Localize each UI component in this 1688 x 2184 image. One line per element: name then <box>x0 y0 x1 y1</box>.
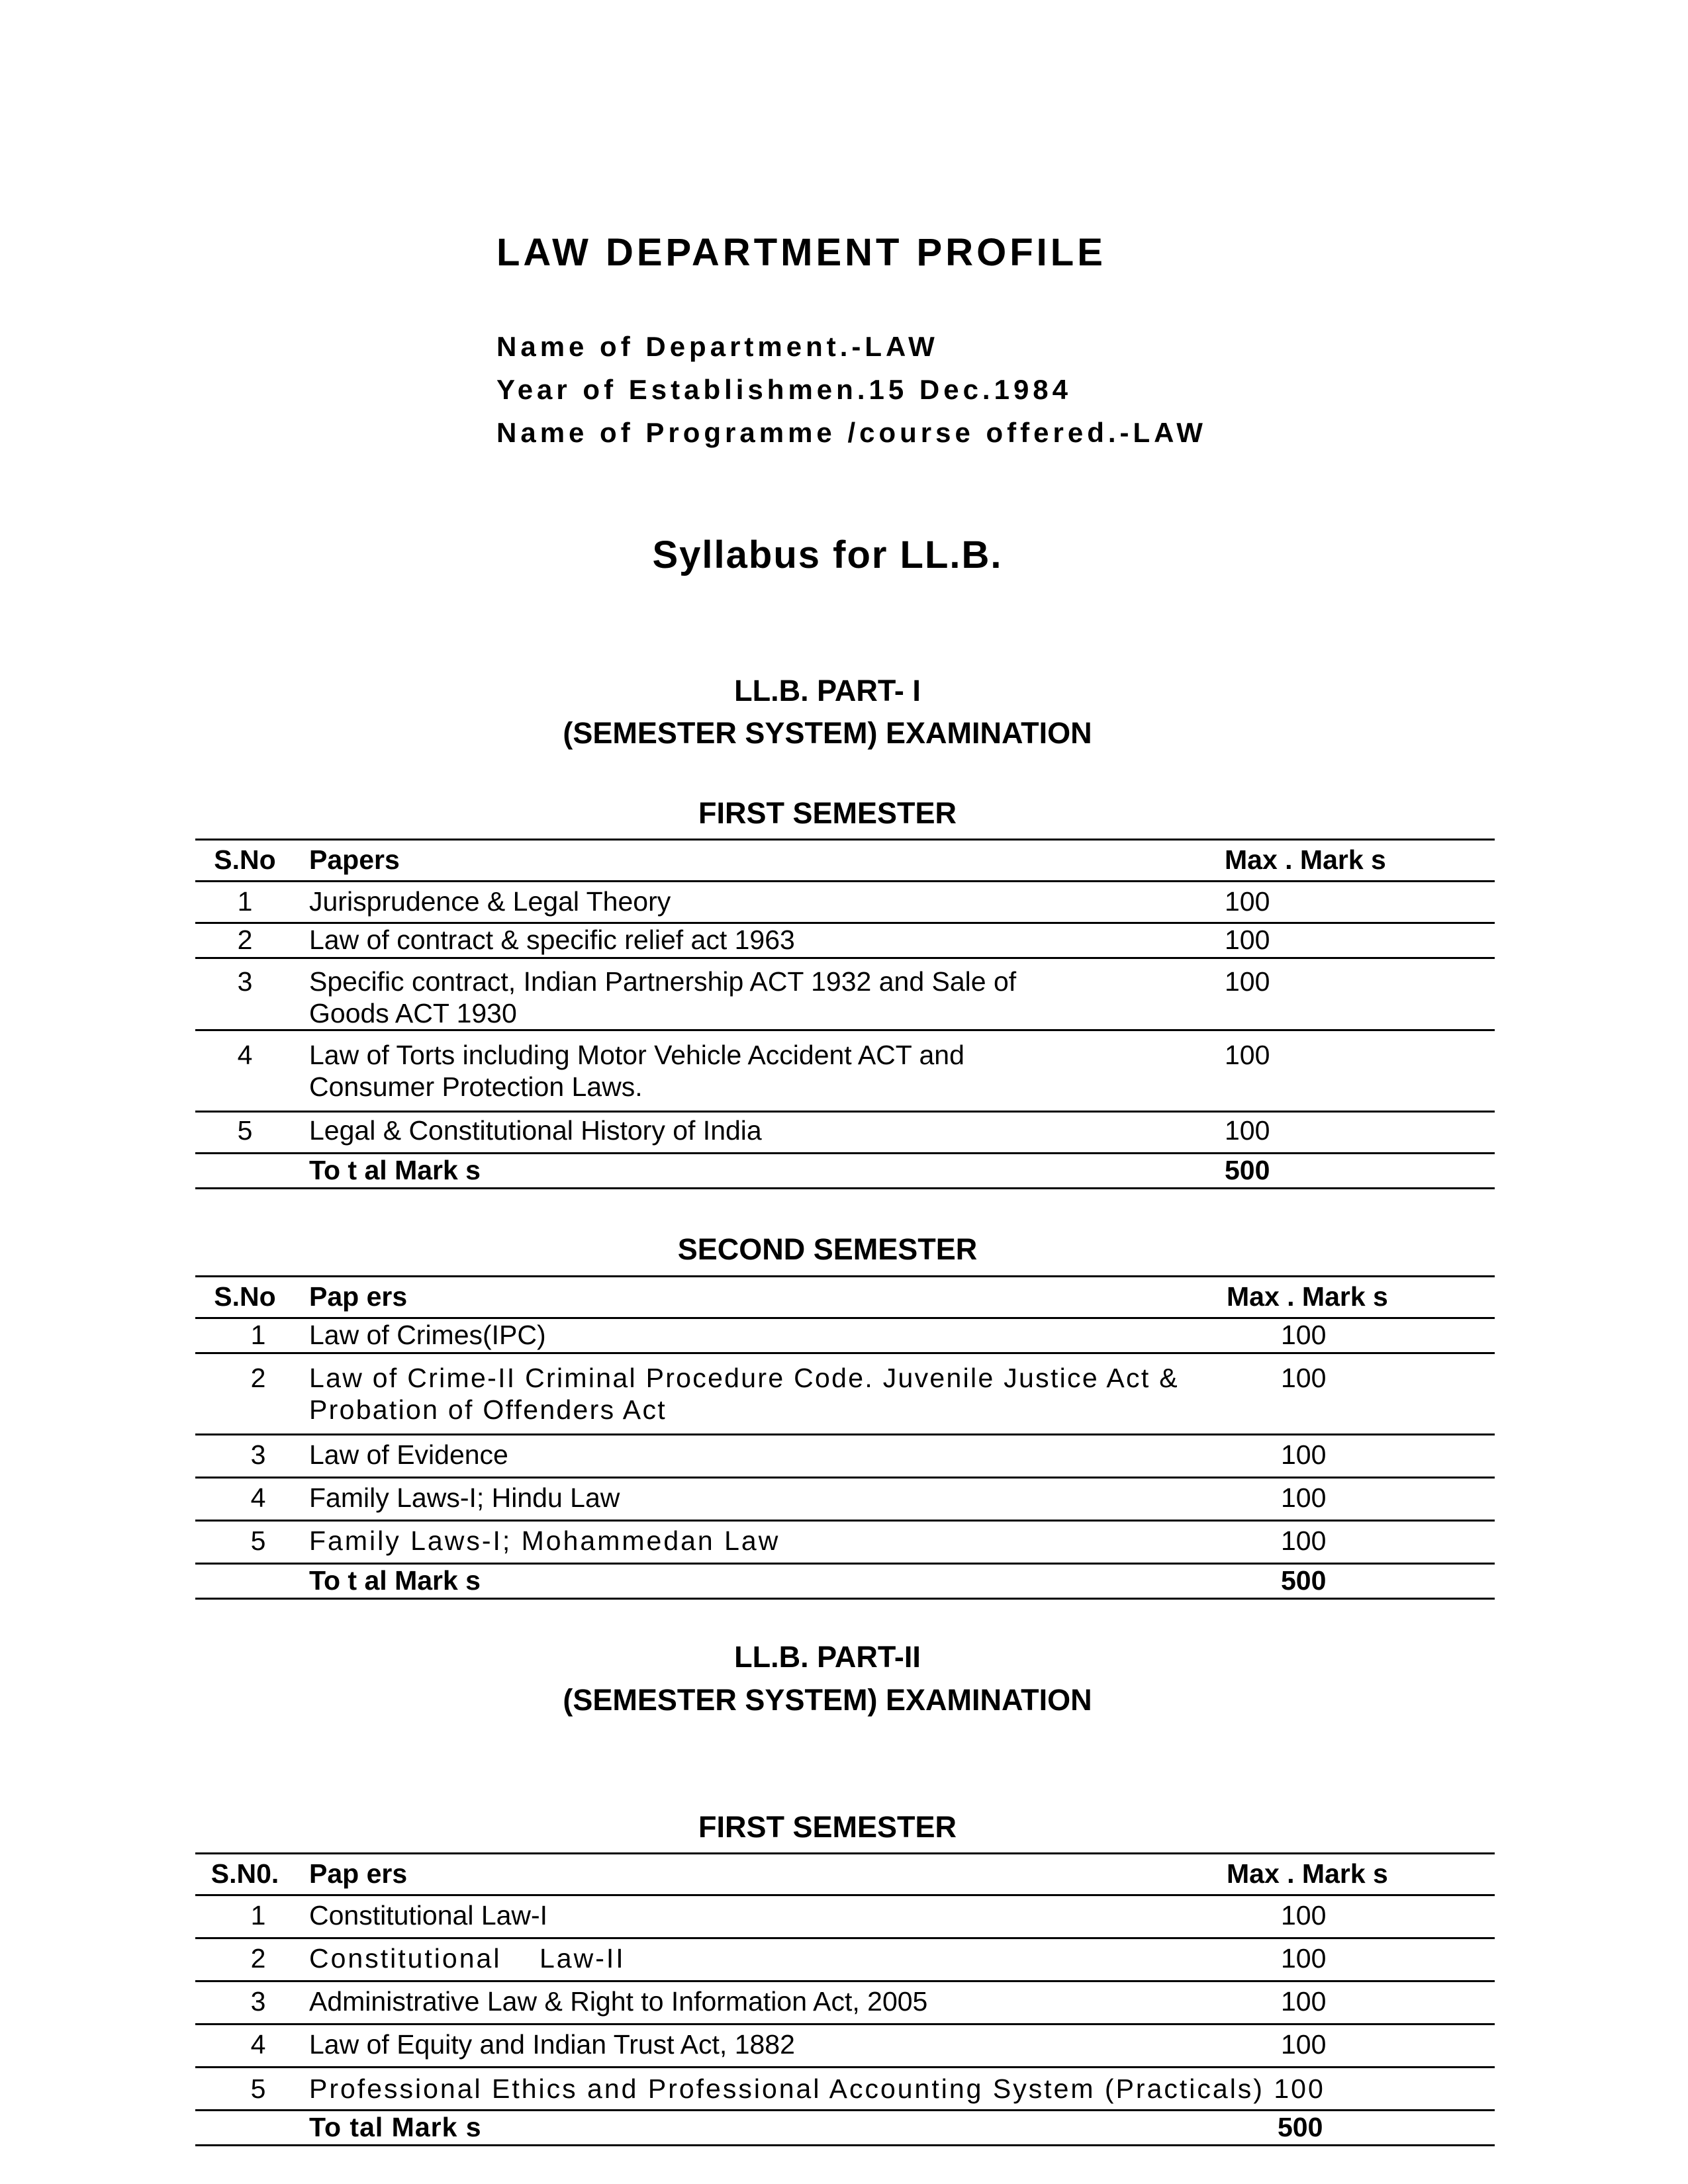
table-row <box>195 1029 1495 1111</box>
department-name: Name of Department.-LAW <box>496 331 939 362</box>
row-sno: 1 <box>250 1900 266 1931</box>
table-row <box>195 1520 1495 1563</box>
table-header <box>195 1275 1495 1317</box>
row-paper: Constitutional Law-II <box>309 1943 626 1974</box>
table-row <box>195 1937 1495 1980</box>
table-row <box>195 2023 1495 2066</box>
row-sno: 4 <box>250 1482 266 1513</box>
row-paper: Jurisprudence & Legal Theory <box>309 886 671 917</box>
total-value: 500 <box>1278 2112 1323 2142</box>
row-max: 100 <box>1225 1115 1270 1146</box>
row-paper: Specific contract, Indian Partnership ACT 1932 and Sale of Goods ACT 1930 <box>309 966 1017 1028</box>
row-max: 100 <box>1225 925 1270 955</box>
row-sno: 2 <box>250 1943 266 1974</box>
table-row <box>195 1433 1495 1477</box>
row-max: 100 <box>1281 1986 1327 2017</box>
row-max: 100 <box>1281 1363 1327 1393</box>
sem2-heading: SECOND SEMESTER <box>677 1232 978 1266</box>
row-paper: Law of Crimes(IPC) <box>309 1320 546 1350</box>
header-paper: Pap ers <box>309 1858 408 1889</box>
row-sno: 3 <box>237 966 253 997</box>
table-row <box>195 922 1495 957</box>
header-paper: Papers <box>309 844 400 875</box>
table-row <box>195 880 1495 922</box>
table-row <box>195 1980 1495 2023</box>
row-paper: Legal & Constitutional History of India <box>309 1115 762 1146</box>
row-paper: Law of Equity and Indian Trust Act, 1882 <box>309 2029 795 2060</box>
table-row <box>195 957 1495 1029</box>
row-sno: 5 <box>250 2073 266 2104</box>
row-paper: Law of Evidence <box>309 1439 508 1470</box>
row-sno: 4 <box>237 1040 253 1070</box>
table-header <box>195 839 1495 880</box>
row-paper: Family Laws-I; Hindu Law <box>309 1482 620 1513</box>
header-max-marks: Max . Mark s <box>1227 1858 1388 1889</box>
table-total-row <box>195 1152 1495 1189</box>
row-sno: 5 <box>250 1525 266 1556</box>
table-row <box>195 1477 1495 1520</box>
row-paper: Family Laws-I; Mohammedan Law <box>309 1525 780 1556</box>
total-value: 500 <box>1225 1155 1270 1185</box>
row-paper: Law of contract & specific relief act 1963 <box>309 925 795 955</box>
syllabus-title: Syllabus for LL.B. <box>652 533 1003 576</box>
sem3-table <box>195 1852 1495 2146</box>
row-max: 100 <box>1225 886 1270 917</box>
row-max: 100 <box>1281 1482 1327 1513</box>
row-sno: 1 <box>250 1320 266 1350</box>
row-max: 100 <box>1281 1439 1327 1470</box>
row-paper: Constitutional Law-I <box>309 1900 548 1931</box>
row-paper: Administrative Law & Right to Information Act, 2005 <box>309 1986 928 2017</box>
header-sno: S.No <box>214 844 276 875</box>
row-max: 100 <box>1281 1525 1327 1556</box>
header-sno: S.N0. <box>211 1858 279 1889</box>
row-max: 100 <box>1281 1320 1327 1350</box>
row-paper: Law of Torts including Motor Vehicle Accident ACT and Consumer Protection Laws. <box>309 1040 964 1102</box>
row-paper: Law of Crime-II Criminal Procedure Code. Juvenile Justice Act & Probation of Offenders Act <box>309 1363 1179 1425</box>
row-max: 100 <box>1225 966 1270 997</box>
header-sno: S.No <box>214 1281 276 1312</box>
part1-subtitle: (SEMESTER SYSTEM) EXAMINATION <box>563 716 1092 750</box>
table-row <box>195 1317 1495 1352</box>
row-sno: 2 <box>237 925 253 955</box>
table-total-row <box>195 2109 1495 2146</box>
row-sno: 2 <box>250 1363 266 1393</box>
header-max-marks: Max . Mark s <box>1227 1281 1388 1312</box>
programme-offered: Name of Programme /course offered.-LAW <box>496 417 1207 448</box>
sem3-heading: FIRST SEMESTER <box>698 1810 957 1844</box>
part2-title: LL.B. PART-II <box>734 1640 921 1674</box>
table-row <box>195 1352 1495 1433</box>
table-total-row <box>195 1563 1495 1600</box>
sem1-table <box>195 839 1495 1189</box>
row-max: 100 <box>1281 1943 1327 1974</box>
row-sno: 5 <box>237 1115 253 1146</box>
part2-subtitle: (SEMESTER SYSTEM) EXAMINATION <box>563 1683 1092 1717</box>
total-value: 500 <box>1281 1565 1327 1596</box>
row-paper: Professional Ethics and Professional Accounting System (Practicals) 100 <box>309 2073 1325 2104</box>
row-max: 100 <box>1225 1040 1270 1070</box>
total-label: To t al Mark s <box>309 1155 481 1185</box>
table-row <box>195 1111 1495 1152</box>
establishment-year: Year of Establishmen.15 Dec.1984 <box>496 374 1072 405</box>
table-row <box>195 2066 1495 2109</box>
row-sno: 4 <box>250 2029 266 2060</box>
total-label: To tal Mark s <box>309 2112 482 2142</box>
total-label: To t al Mark s <box>309 1565 481 1596</box>
table-row <box>195 1894 1495 1937</box>
sem1-heading: FIRST SEMESTER <box>698 796 957 830</box>
sem2-table <box>195 1275 1495 1600</box>
header-max-marks: Max . Mark s <box>1225 844 1386 875</box>
part1-title: LL.B. PART- I <box>734 674 921 707</box>
row-sno: 3 <box>250 1986 266 2017</box>
row-max: 100 <box>1281 1900 1327 1931</box>
header-paper: Pap ers <box>309 1281 408 1312</box>
row-max: 100 <box>1281 2029 1327 2060</box>
row-sno: 3 <box>250 1439 266 1470</box>
page-title: LAW DEPARTMENT PROFILE <box>496 231 1106 274</box>
table-header <box>195 1852 1495 1894</box>
row-sno: 1 <box>237 886 253 917</box>
